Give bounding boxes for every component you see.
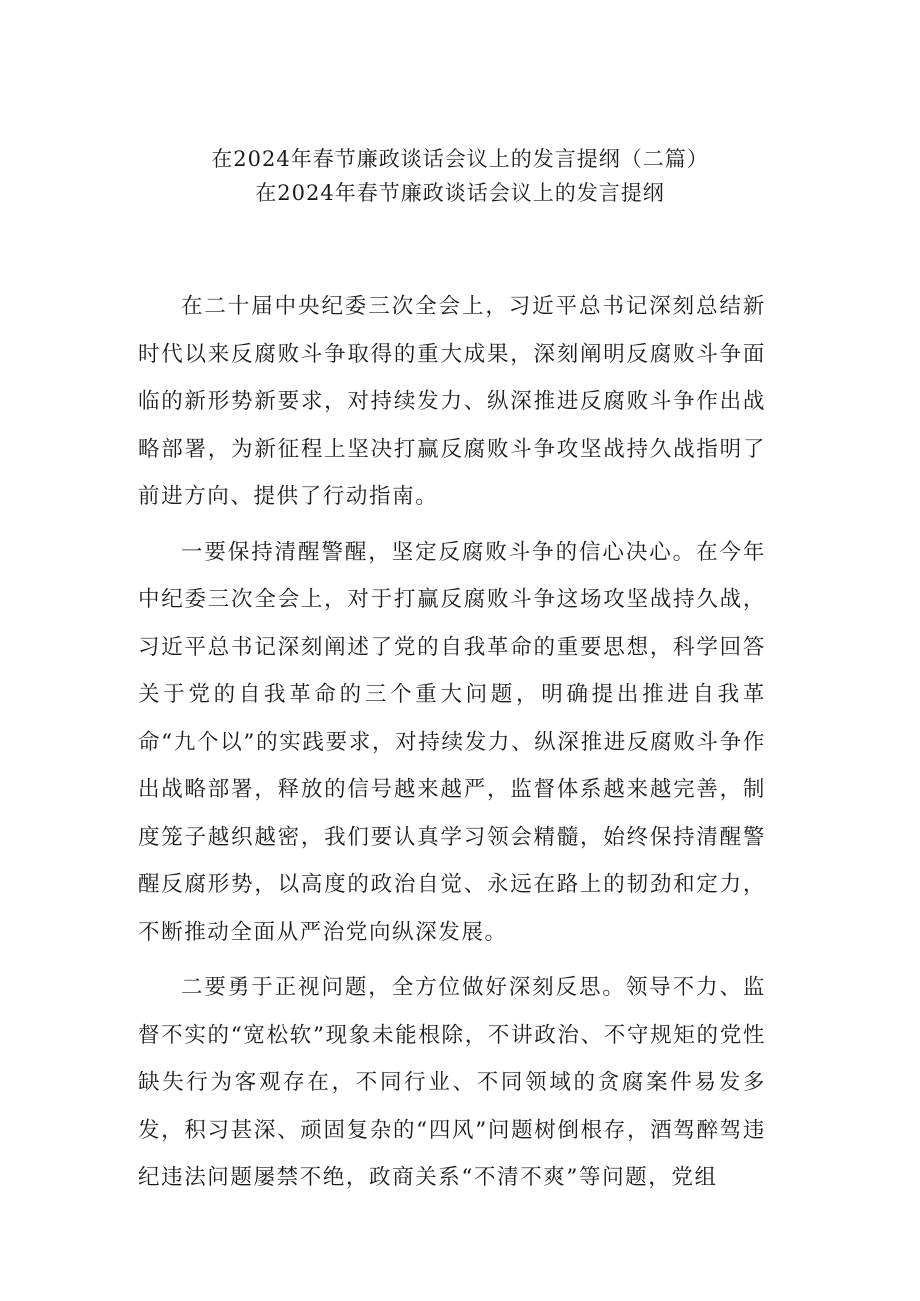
paragraph-point-one: 一要保持清醒警醒，坚定反腐败斗争的信心决心。在今年中纪委三次全会上，对于打赢反腐败斗争这场攻坚战持久战，习近平总书记深刻阐述了党的自我革命的重要思想，科学回答关于党的自我革命的三个重大问题，明确提出推进自我革命“九个以”的实践要求，对持续发力、纵深推进反腐败斗争作出战略部署，释放的信号越来越严，监督体系越来越完善，制度笼子越织越密，我们要认真学习领会精髓，始终保持清醒警醒反腐形势，以高度的政治自觉、永远在路上的韧劲和定力，不断推动全面从严治党向纵深发展。: [138, 539, 766, 945]
document-subtitle: 在2024年春节廉政谈话会议上的发言提纲: [255, 181, 665, 205]
document-body: [138, 283, 766, 1202]
paragraph-intro: 在二十届中央纪委三次全会上，习近平总书记深刻总结新时代以来反腐败斗争取得的重大成果，深刻阐明反腐败斗争面临的新形势新要求，对持续发力、纵深推进反腐败斗争作出战略部署，为新征程上坚决打赢反腐败斗争攻坚战持久战指明了前进方向、提供了行动指南。: [138, 294, 766, 509]
document-title: 在2024年春节廉政谈话会议上的发言提纲（二篇）: [211, 147, 709, 171]
paragraph-point-two: 二要勇于正视问题，全方位做好深刻反思。领导不力、监督不实的“宽松软”现象未能根除，不讲政治、不守规矩的党性缺失行为客观存在，不同行业、不同领域的贪腐案件易发多发，积习甚深、顽固复杂的“四风”问题树倒根存，酒驾醉驾违纪违法问题屡禁不绝，政商关系“不清不爽”等问题，党组: [138, 975, 766, 1190]
